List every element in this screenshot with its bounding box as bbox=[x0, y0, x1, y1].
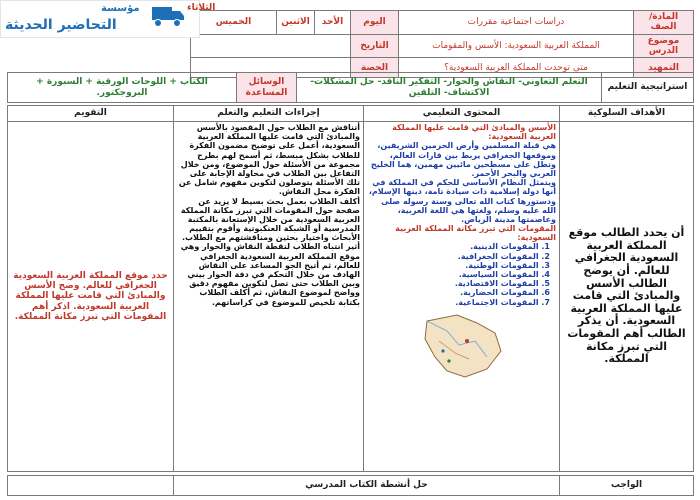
content-heading-1: الأسس والمبادئ التي قامت عليها المملكة العربية السعودية: bbox=[392, 123, 556, 142]
values-list bbox=[367, 242, 556, 306]
day-label: اليوم bbox=[351, 11, 399, 35]
list-item: 2. المقومات الجغرافية. bbox=[457, 251, 550, 261]
day-thursday: الخميس bbox=[191, 11, 277, 35]
main-table bbox=[7, 105, 694, 472]
homework-activity: حل أنشطة الكتاب المدرسي bbox=[174, 476, 560, 496]
subject-label: المادة/الصف bbox=[634, 11, 694, 35]
date-value bbox=[191, 34, 351, 58]
brand-line2: التحاضير الحديثة bbox=[5, 17, 117, 33]
procedure-para-3: أثير انتباه الطلاب لنقطة النقاش والحوار وهي موقع المملكة العربية السعودية الجغرافي للعالم، ثم أتيح الجو المساعد على النقاش الهادف من خلال التحكم في دفة الحوار بيني وبين الطلاب حتى تصل لتكوين مفهوم دقيق وواضح لموضوع النقاش، ثم أكلف الطلاب بكتابة تلخيص للموضوع في كراساتهم. bbox=[180, 242, 360, 307]
list-item: 7. المقومات الاجتماعية. bbox=[455, 297, 550, 307]
day-tuesday: الثلاثاء bbox=[187, 3, 216, 13]
lesson-label: موضوع الدرس bbox=[634, 34, 694, 58]
goals-text: أن يحدد الطالب موقع المملكة العربية السعودية الجغرافي للعالم. أن يوضح الطالب الأسس والمبادئ التي قامت عليها المملكة العربية السعودية. أن يذكر الطالب أهم المقومات التي تبرز مكانة المملكة. bbox=[560, 122, 694, 472]
day-sunday: الأحد bbox=[315, 11, 351, 35]
footer-table bbox=[7, 475, 694, 496]
lesson-value: المملكة العربية السعودية: الأسس والمقومات bbox=[399, 34, 634, 58]
col-assessment: التقويم bbox=[8, 106, 174, 122]
intro-label: التمهيد bbox=[634, 58, 694, 78]
day-monday: الاثنين bbox=[277, 11, 315, 35]
brand-line1: مؤسسة bbox=[101, 3, 140, 14]
content-cell bbox=[364, 122, 560, 472]
col-goals: الأهداف السلوكية bbox=[560, 106, 694, 122]
procedure-para-1: أتناقش مع الطلاب حول المقصود بالأسس والمبادئ التي قامت عليها المملكة العربية السعودية، أعمل على توضيح مضمون الفكرة للطلاب بشكل مبسط، ثم أسمح لهم بطرح مجموعة من الأسئلة حول الموضوع، ومن خلال التفاعل بين الطلاب في محاولة الإجابة على تلك الأسئلة يتوصلون لتكوين مفهوم شامل عن الفكرة محل النقاش. bbox=[178, 123, 360, 197]
strategy-value: التعلم التعاوني- النقاش والحوار- التفكير الناقد- حل المشكلات- الاكتشاف- التلقين bbox=[297, 73, 602, 103]
strategy-label: استراتيجية التعليم bbox=[602, 73, 694, 103]
brand-logo bbox=[0, 0, 216, 38]
col-procedures: إجراءات التعليم والتعلم bbox=[174, 106, 364, 122]
content-heading-2: المقومات التي تبرز مكانة المملكة العربية السعودية: bbox=[395, 224, 556, 243]
list-item: 6. المقومات الحضارية. bbox=[460, 288, 550, 298]
procedure-para-2: أكلف الطلاب بعمل بحث بسيط لا يزيد عن صفحة حول المقومات التي تبرز مكانة المملكة العربية السعودية من خلال الإستعانة بالمكتبة المدرسية أو الشبكة العنكبوتية وأقوم بتقييم الأبحاث واختيار بحثين ومناقشتهم مع الطلاب. bbox=[180, 196, 360, 243]
truck-icon bbox=[151, 3, 185, 29]
list-item: 3. المقومات الوطنية. bbox=[465, 260, 550, 270]
content-para-2: ويتمثل النظام الأساسي للحكم في المملكة في أنها دولة إسلامية ذات سيادة تامة، دينها الإسلام، ودستورها كتاب الله تعالى وسنة رسوله صلى الله عليه وسلم، ولغتها هي اللغة العربية، وعاصمتها مدينة الرياض. bbox=[368, 178, 556, 224]
aids-value: الكتاب + اللوحات الورقية + السبورة + البروجكتور. bbox=[8, 73, 237, 103]
col-content: المحتوى التعليمي bbox=[364, 106, 560, 122]
subject-value: دراسات اجتماعية مقررات bbox=[399, 11, 634, 35]
procedures-cell bbox=[174, 122, 364, 472]
period-label: الحصة bbox=[351, 58, 399, 78]
assessment-text: حدد موقع المملكة العربية السعودية الجغرافي للعالم. وضح الأسس والمبادئ التي قامت عليها المملكة العربية السعودية. اذكر أهم المقومات التي تبرز مكانة المملكة. bbox=[8, 122, 174, 472]
homework-label: الواجب bbox=[560, 476, 694, 496]
intro-value: متى توحدت المملكة العربية السعودية؟ bbox=[399, 58, 634, 78]
content-para-1: هي قبلة المسلمين وأرض الحرمين الشريفين، وموقعها الجغرافي يربط بين قارات العالم، وتطل على مسطحين مائيين مهمين، هما الخليج العربي والبحر الأحمر. bbox=[370, 141, 556, 178]
list-item: 4. المقومات السياسية. bbox=[458, 270, 550, 279]
list-item: 5. المقومات الاقتصادية. bbox=[454, 279, 550, 289]
homework-blank bbox=[8, 476, 174, 496]
header-table bbox=[190, 10, 694, 78]
saudi-map-image bbox=[417, 311, 507, 383]
list-item: 1. المقومات الدينية. bbox=[470, 242, 550, 252]
date-label: التاريخ bbox=[351, 34, 399, 58]
strategy-table bbox=[7, 72, 694, 103]
aids-label: الوسائل المساعدة bbox=[237, 73, 297, 103]
